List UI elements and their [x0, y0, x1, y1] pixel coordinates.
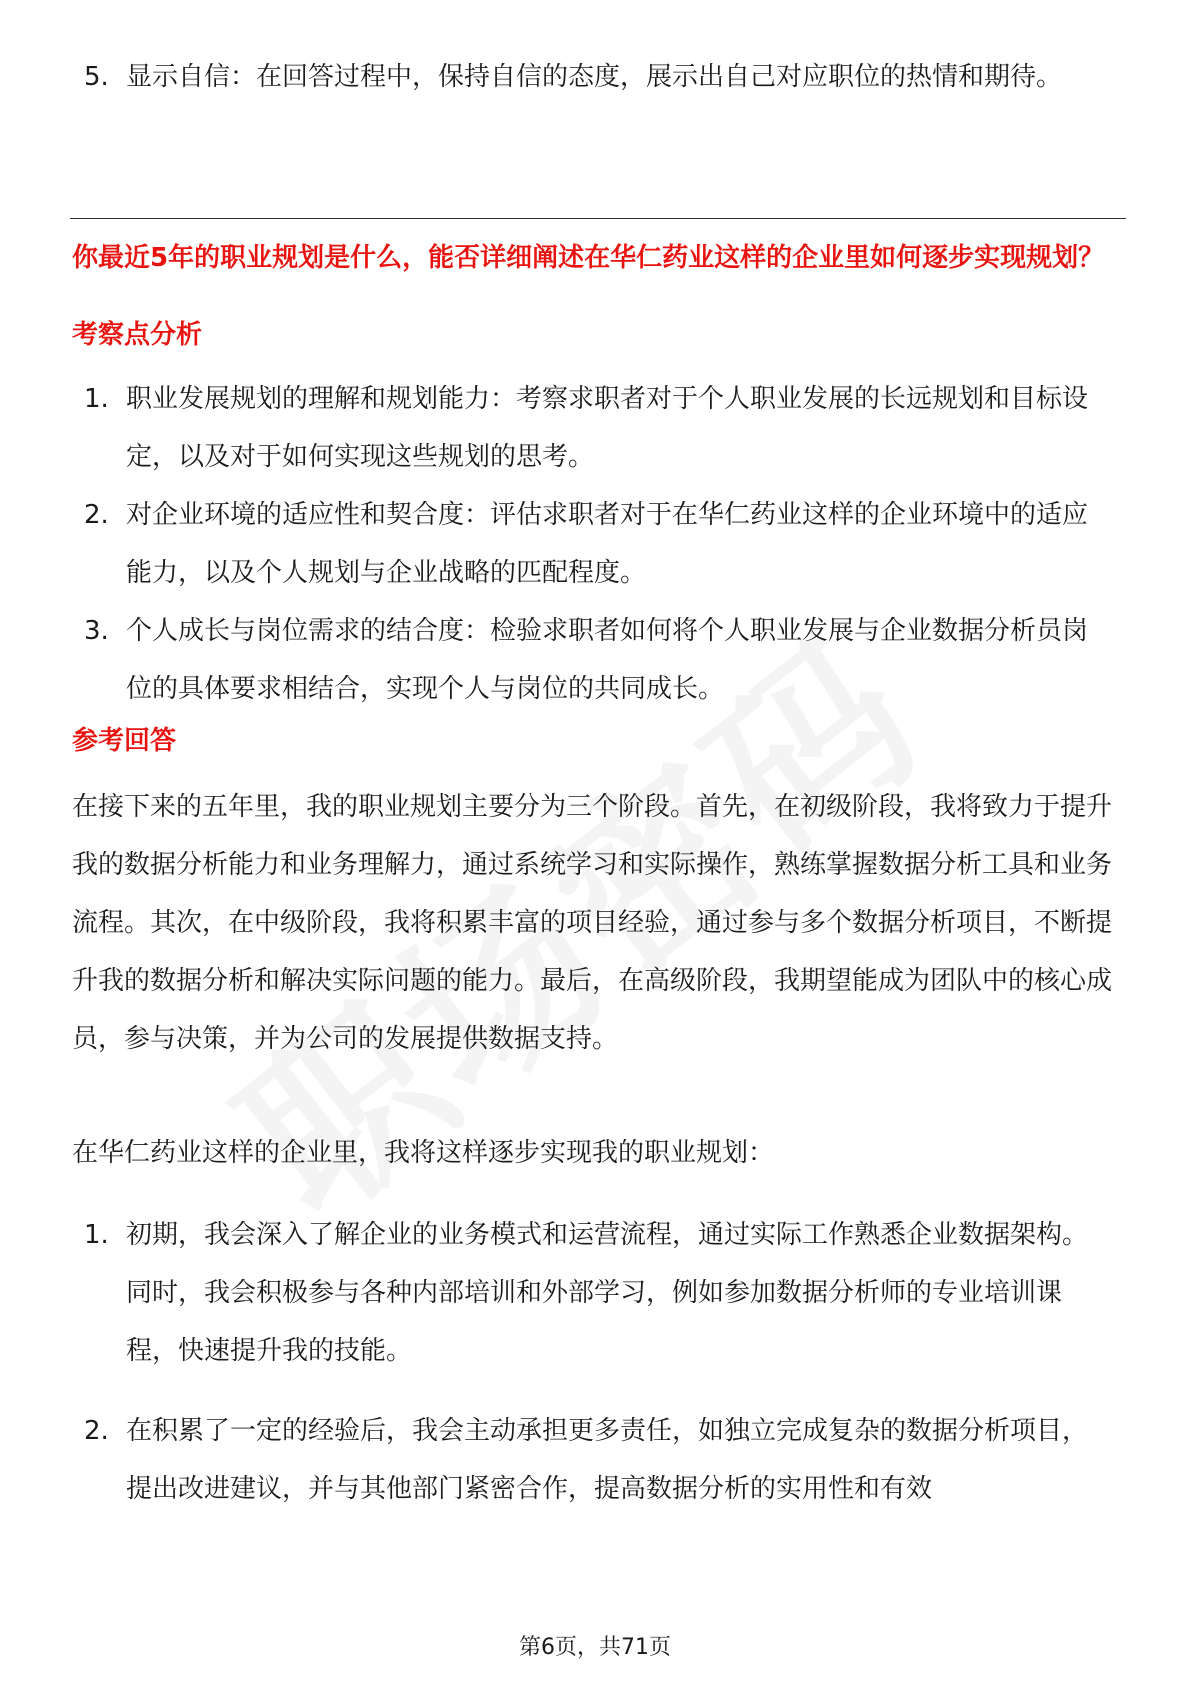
list-item: [0, 370, 1190, 486]
list-item-text: 初期，我会深入了解企业的业务模式和运营流程，通过实际工作熟悉企业数据架构。同时，我会积极参与各种内部培训和外部学习，例如参加数据分析师的专业培训课程，快速提升我的技能。: [126, 1220, 1089, 1366]
analysis-heading: 考察点分析: [72, 320, 203, 350]
answer-paragraph: 在接下来的五年里，我的职业规划主要分为三个阶段。首先，在初级阶段，我将致力于提升我的数据分析能力和业务理解力，通过系统学习和实际操作，熟练掌握数据分析工具和业务流程。其次，在中级阶段，我将积累丰富的项目经验，通过参与多个数据分析项目，不断提升我的数据分析和解决实际问题的能力。最后，在高级阶段，我期望能成为团队中的核心成员，参与决策，并为公司的发展提供数据支持。: [72, 792, 1113, 1054]
answer-heading: 参考回答: [72, 726, 177, 756]
list-item-number: 3.: [84, 616, 109, 646]
page-footer: 第6页，共71页: [519, 1635, 671, 1660]
list-item-text: 职业发展规划的理解和规划能力：考察求职者对于个人职业发展的长远规划和目标设定，以及对于如何实现这些规划的思考。: [126, 384, 1089, 472]
section-divider: [70, 218, 1126, 219]
list-item-number: 1.: [84, 1220, 109, 1250]
list-item-number: 2.: [84, 1416, 109, 1446]
analysis-list: [0, 370, 1190, 718]
question-title: 你最近5年的职业规划是什么，能否详细阐述在华仁药业这样的企业里如何逐步实现规划？: [72, 243, 1105, 273]
list-item-text: 个人成长与岗位需求的结合度：检验求职者如何将个人职业发展与企业数据分析员岗位的具体要求相结合，实现个人与岗位的共同成长。: [126, 616, 1089, 704]
list-item-number: 1.: [84, 384, 109, 414]
list-item-number: 5.: [84, 62, 109, 92]
list-item-number: 2.: [84, 500, 109, 530]
list-item: [0, 1402, 1190, 1518]
list-item: [0, 48, 1190, 106]
list-item: [0, 1206, 1190, 1380]
list-item-text: 对企业环境的适应性和契合度：评估求职者对于在华仁药业这样的企业环境中的适应能力，以及个人规划与企业战略的匹配程度。: [126, 500, 1089, 588]
list-item-text: 在积累了一定的经验后，我会主动承担更多责任，如独立完成复杂的数据分析项目，提出改进建议，并与其他部门紧密合作，提高数据分析的实用性和有效: [126, 1416, 1089, 1504]
answer-list: [0, 1206, 1190, 1518]
list-item: [0, 486, 1190, 602]
top-list: [0, 48, 1190, 106]
list-item-text: 显示自信：在回答过程中，保持自信的态度，展示出自己对应职位的热情和期待。: [126, 62, 1063, 92]
list-item: [0, 602, 1190, 718]
answer-paragraph: 在华仁药业这样的企业里，我将这样逐步实现我的职业规划：: [72, 1138, 775, 1168]
